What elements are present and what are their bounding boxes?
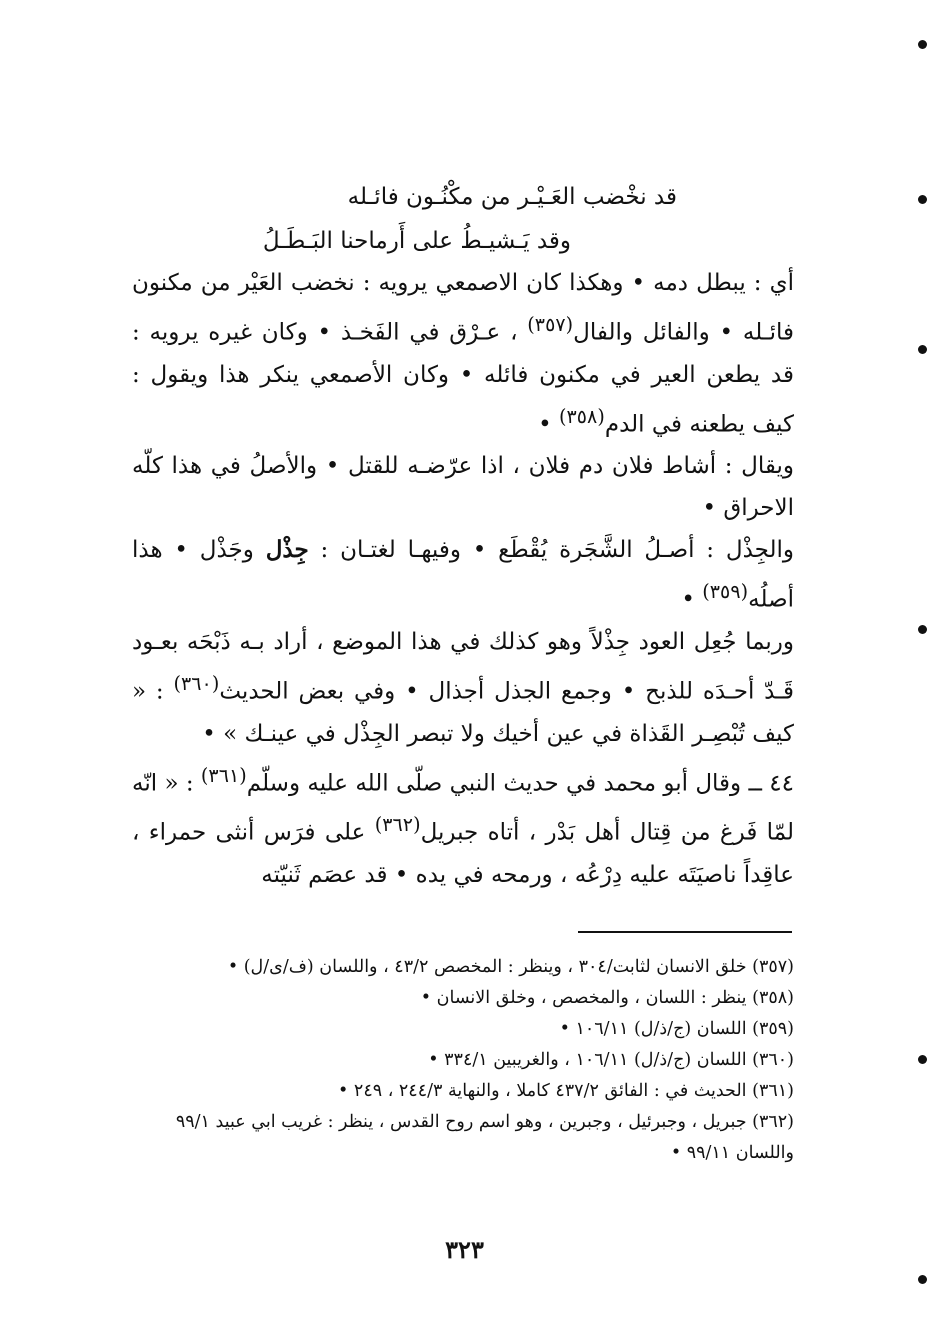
footnote-number: (٣٥٨) — [752, 988, 794, 1008]
footnote-number: (٣٦٠) — [752, 1050, 794, 1070]
paragraph: ٤٤ ــ وقال أبو محمد في حديث النبي صلّى الله عليه وسلّم$^{(٣٦١)}$ : « انّه لمّا فَرغ من قِتال أهل بَدْر ، أتاه جبريل$^{(٣٦٢)}$ على فرَس أنثى حمراء ، عاقِداً ناصيَتَه عليه دِرْعُه ، ورمحه في يده • قد عصَم ثَنيّته — [132, 763, 794, 888]
paragraph: أي : يبطل دمه • وهكذا كان الاصمعي يرويه : نخضب العَيْر من مكنون فائـله • والفائل والفال$^{(٣٥٧)}$ ، عـرْق في الفَخـذ • وكان غيره يرويه : قد يطعن العير في مكنون فائله • وكان الأصمعي ينكر هذا ويقول : كيف يطعنه في الدم$^{(٣٥٨)}$ • — [132, 270, 794, 438]
footnote — [132, 952, 794, 983]
verse-line-1: قد نخْضب العَـيْـر من مكْنُـون فائـله — [347, 184, 677, 210]
verse-line-2: وقد يَـشيـطُ على أَرماحنا البَـطَـلُ — [262, 228, 571, 254]
footnote-text: جبريل ، وجبرئيل ، وجبرين ، وهو اسم روح القدس ، ينظر : غريب ابي عبيد ٩٩/١ واللسان ٩٩/١١ • — [175, 1112, 794, 1163]
footnote-number: (٣٥٩) — [752, 1019, 794, 1039]
main-text — [132, 262, 794, 896]
paragraph: ويقال : أشاط فلان دم فلان ، اذا عرّضـه للقتل • والأصلُ في هذا كلّه الاحراق • — [132, 453, 794, 522]
margin-dot — [918, 345, 927, 354]
footnote — [132, 983, 794, 1014]
footnote — [132, 1107, 794, 1169]
margin-dot — [918, 195, 927, 204]
footnote-text: اللسان (ج/ذ/ل) ١٠٦/١١ • — [559, 1019, 747, 1039]
footnote — [132, 1076, 794, 1107]
margin-dot — [918, 1055, 927, 1064]
footnote-number: (٣٦٢) — [752, 1112, 794, 1132]
paragraph: وربما جُعِل العود جِذْلاً وهو كذلك في هذا الموضع ، أراد بـه ذَبْحَه بعـود قَـدّ أحـدَه للذبح • وجمع الجذل أجذال • وفي بعض الحديث$^{(٣٦٠)}$ : « كيف تُبْصِـر القَذاة في عين أخيك ولا تبصر الجِذْل في عينـك » • — [132, 628, 794, 747]
footnote — [132, 1045, 794, 1076]
footnote-number: (٣٥٧) — [752, 957, 794, 977]
margin-dot — [918, 1275, 927, 1284]
page-number: ٣٢٣ — [445, 1235, 484, 1264]
footnotes — [132, 952, 794, 1169]
margin-dot — [918, 40, 927, 49]
footnote-text: اللسان (ج/ذ/ل) ١٠٦/١١ ، والغريبين ٣٣٤/١ • — [428, 1050, 747, 1070]
footnote-number: (٣٦١) — [752, 1081, 794, 1101]
footnote-text: الحديث في : الفائق ٤٣٧/٢ كاملا ، والنهاية ٢٤٤/٣ ، ٢٤٩ • — [338, 1081, 747, 1101]
footnote-divider — [578, 931, 792, 933]
footnote — [132, 1014, 794, 1045]
margin-dot — [918, 625, 927, 634]
footnote-text: ينظر : اللسان ، والمخصص ، وخلق الانسان • — [420, 988, 747, 1008]
footnote-text: خلق الانسان لثابت/٣٠٤ ، وينظر : المخصص ٤٣/٢ ، واللسان (ف/ى/ل) • — [227, 957, 747, 977]
paragraph: والجِذْل : أصـلُ الشَّجَرة يُقْطَع • وفيهـا لغتـان : جِذْل وجَذْل • هذا أصلُه$^{(٣٥٩)}$ • — [132, 536, 795, 613]
